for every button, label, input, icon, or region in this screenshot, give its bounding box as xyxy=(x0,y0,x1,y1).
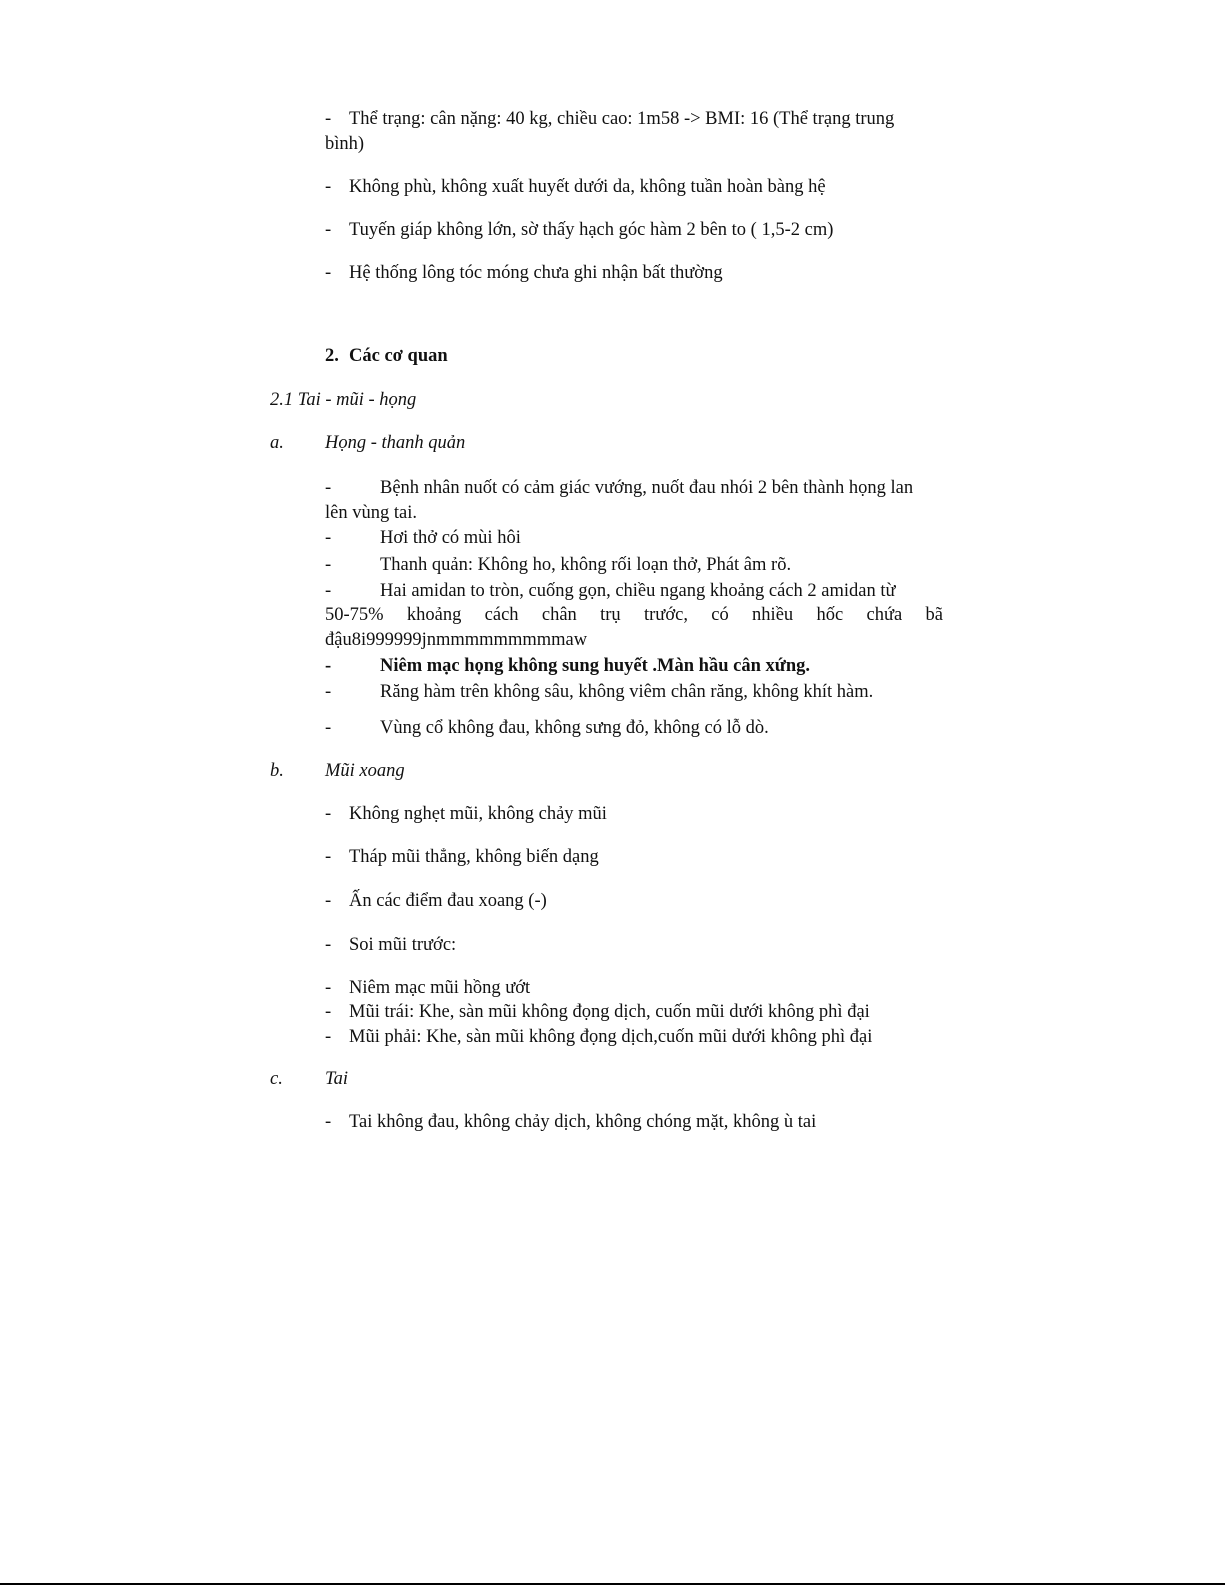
bullet-dash: - xyxy=(325,847,332,867)
part-b-item-7: Mũi phải: Khe, sàn mũi không đọng dịch,cuốn mũi dưới không phì đại xyxy=(349,1027,873,1047)
general-item-1-line-2: bình) xyxy=(325,134,365,154)
part-a-item-4-line-1: Hai amidan to tròn, cuống gọn, chiều ngang khoảng cách 2 amidan từ xyxy=(380,581,896,601)
section-2-title: Các cơ quan xyxy=(349,346,448,366)
general-item-4: Hệ thống lông tóc móng chưa ghi nhận bất thường xyxy=(349,263,723,283)
bullet-dash: - xyxy=(325,478,332,498)
part-a-letter: a. xyxy=(270,433,284,453)
part-a-item-2: Hơi thở có mùi hôi xyxy=(380,528,521,548)
bullet-dash: - xyxy=(325,804,332,824)
bullet-dash: - xyxy=(325,1027,332,1047)
general-item-1-line-1: Thể trạng: cân nặng: 40 kg, chiều cao: 1m58 -> BMI: 16 (Thể trạng trung xyxy=(349,109,895,129)
section-2-number: 2. xyxy=(325,346,339,366)
part-a-item-5: Niêm mạc họng không sung huyết .Màn hầu cân xứng. xyxy=(380,656,811,676)
part-b-item-2: Tháp mũi thẳng, không biến dạng xyxy=(349,847,599,867)
part-b-item-3: Ấn các điểm đau xoang (-) xyxy=(349,891,547,911)
part-b-item-1: Không nghẹt mũi, không chảy mũi xyxy=(349,804,607,824)
bullet-dash: - xyxy=(325,528,332,548)
general-item-3: Tuyến giáp không lớn, sờ thấy hạch góc hàm 2 bên to ( 1,5-2 cm) xyxy=(349,220,834,240)
part-a-item-1-line-2: lên vùng tai. xyxy=(325,503,417,523)
part-b-title: Mũi xoang xyxy=(325,761,405,781)
part-c-title: Tai xyxy=(325,1069,348,1089)
part-b-item-6: Mũi trái: Khe, sàn mũi không đọng dịch, cuốn mũi dưới không phì đại xyxy=(349,1002,870,1022)
part-c-letter: c. xyxy=(270,1069,283,1089)
part-a-item-7: Vùng cổ không đau, không sưng đỏ, không có lỗ dò. xyxy=(380,718,769,738)
subsection-2-1-title: 2.1 Tai - mũi - họng xyxy=(270,390,417,410)
general-item-2: Không phù, không xuất huyết dưới da, không tuần hoàn bàng hệ xyxy=(349,177,826,197)
bullet-dash: - xyxy=(325,177,332,197)
bullet-dash: - xyxy=(325,109,332,129)
part-a-item-4-line-2: 50-75% khoảng cách chân trụ trước, có nhiều hốc chứa bã xyxy=(325,605,943,625)
part-c-item-1: Tai không đau, không chảy dịch, không chóng mặt, không ù tai xyxy=(349,1112,817,1132)
bullet-dash: - xyxy=(325,891,332,911)
part-a-item-1-line-1: Bệnh nhân nuốt có cảm giác vướng, nuốt đau nhói 2 bên thành họng lan xyxy=(380,478,914,498)
bullet-dash: - xyxy=(325,718,332,738)
part-a-item-4-line-3: đậu8i999999jnmmmmmmmmmaw xyxy=(325,630,588,650)
bullet-dash: - xyxy=(325,1112,332,1132)
bullet-dash: - xyxy=(325,1002,332,1022)
bullet-dash: - xyxy=(325,555,332,575)
part-a-item-3: Thanh quản: Không ho, không rối loạn thở, Phát âm rõ. xyxy=(380,555,792,575)
bullet-dash: - xyxy=(325,935,332,955)
bullet-dash: - xyxy=(325,656,332,676)
bullet-dash: - xyxy=(325,581,332,601)
part-b-item-4: Soi mũi trước: xyxy=(349,935,457,955)
bullet-dash: - xyxy=(325,682,332,702)
part-a-item-6: Răng hàm trên không sâu, không viêm chân răng, không khít hàm. xyxy=(380,682,874,702)
bullet-dash: - xyxy=(325,263,332,283)
bullet-dash: - xyxy=(325,220,332,240)
part-b-letter: b. xyxy=(270,761,284,781)
part-b-item-5: Niêm mạc mũi hồng ướt xyxy=(349,978,531,998)
part-a-title: Họng - thanh quản xyxy=(325,433,466,453)
bullet-dash: - xyxy=(325,978,332,998)
